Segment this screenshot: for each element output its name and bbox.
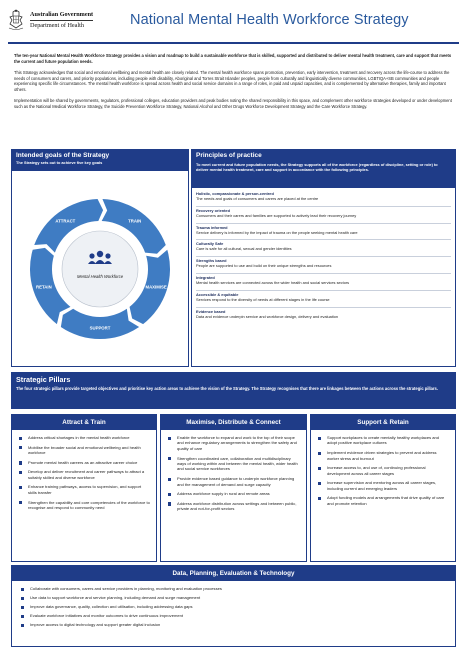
- principles-list: [192, 188, 455, 324]
- list-item: Adopt funding models and arrangements that drive quality of care and promote retention: [317, 495, 449, 506]
- list-item: Address critical shortages in the mental health workforce: [18, 435, 150, 440]
- list-item: Increase access to, and use of, continuing professional development across all career stages: [317, 465, 449, 476]
- list-item: Strengthen coordinated care, collaboration and multidisciplinary ways of working within and between the mental health, wider health and social service workforces: [167, 456, 300, 472]
- list-item: Mobilise the broader social and emotional wellbeing and health workforce: [18, 445, 150, 456]
- pillars-subheading: The four strategic pillars provide targeted objectives and prioritise key action areas to achieve the vision of the Strategy. The Strategy recognises that there are linkages between the actions across the strategic pillars.: [16, 386, 438, 392]
- list-item: Improve data governance, quality, collection and utilisation, including addressing data gaps: [20, 604, 449, 609]
- principle-item: Trauma informed Service delivery is informed by the impact of trauma on the people seeking mental health care: [196, 224, 451, 241]
- cycle-label-maximise: MAXIMISE: [145, 284, 167, 290]
- principles-heading: Principles of practice: [196, 152, 262, 159]
- intro-paragraph-3: Implementation will be shared by governments, regulators, professional colleges, education providers and peak bodies noting the shared responsibility in this space, and complement other workforce strategies developed or under development such as the National Medical Workforce Strategy, the Suicide Prevention Workforce Strategy, National Alcohol and Other Drugs Workforce Development Strategy and the Care Workforce Strategy.: [14, 98, 452, 109]
- principle-item: Evidence based Data and evidence underpin service and workforce design, delivery and evaluation: [196, 308, 339, 319]
- list-item: Support workplaces to create mentally healthy workplaces and adopt positive workplace cultures: [317, 435, 449, 446]
- pillar-title: Support & Retain: [311, 415, 455, 430]
- cycle-label-support: SUPPORT: [89, 325, 111, 331]
- pillars-heading: Strategic Pillars: [16, 375, 71, 384]
- pillar-list: [12, 430, 156, 510]
- principle-item: Recovery oriented Consumers and their carers and families are supported to actively lead their recovery journey: [196, 207, 451, 224]
- pillar-data-planning: [11, 565, 456, 647]
- list-item: Address workforce supply in rural and remote areas: [167, 491, 300, 496]
- list-item: Enhance training pathways, access to supervision, and support skills transfer: [18, 484, 150, 495]
- cycle-center-circle: [62, 231, 138, 307]
- cycle-center-label: Mental Health Workforce: [76, 274, 124, 279]
- principle-item: Strengths based People are supported to use and build on their unique strengths and resources: [196, 257, 451, 274]
- pillar-list: [161, 430, 306, 512]
- list-item: Provide evidence based guidance to underpin workforce planning and the management of demand and surge capacity: [167, 476, 300, 487]
- pillar-list: [311, 430, 455, 506]
- cycle-label-train: TRAIN: [128, 218, 142, 224]
- pillars-header: [11, 372, 456, 409]
- department-name: Department of Health: [30, 20, 93, 30]
- goals-panel: [11, 149, 189, 367]
- intro-paragraph-2: This Strategy acknowledges that social and emotional wellbeing and mental health are closely related. The mental health workforce spans promotion, prevention, early intervention, treatment and recovery across the life-course to address the needs of consumers and carers, and priority populations, including people with disability, Aboriginal and Torres Strait Islander peoples, people from culturally and linguistically diverse communities, LGBTIQA+SB communities and people experiencing specific life circumstances. The mental health workforce is spread across health and social service domains in a range of roles, in paid and unpaid capacities, and is complemented by alternative therapies, family and important others.: [14, 70, 450, 92]
- pillar-attract-train: [11, 414, 157, 562]
- list-item: Enable the workforce to expand and work to the top of their scope and enhance regulatory arrangements to strengthen the safety and quality of care: [167, 435, 300, 451]
- pillar-maximise: [160, 414, 307, 562]
- pillar-list: [12, 581, 455, 628]
- intro-text: [14, 53, 454, 115]
- cycle-segment-support: [61, 309, 139, 339]
- page-header: [0, 0, 467, 42]
- list-item: Improve access to digital technology and support greater digital inclusion: [20, 622, 449, 627]
- pillar-title: Attract & Train: [12, 415, 156, 430]
- principle-item: Integrated Mental health services are connected across the wider health and social services sectors: [196, 274, 451, 291]
- coat-of-arms-icon: [6, 8, 26, 32]
- list-item: Address workforce distribution across settings and between public, private and not-for-profit sectors: [167, 501, 300, 512]
- list-item: Strengthen the capability and core competencies of the workforce to recognise and respond to community need: [18, 500, 150, 511]
- header-divider: [8, 42, 459, 44]
- list-item: Use data to support workforce and service planning, including demand and surge management: [20, 595, 449, 600]
- list-item: Develop and deliver recruitment and career pathways to attract a suitably skilled and diverse workforce: [18, 469, 150, 480]
- list-item: Evaluate workforce initiatives and monitor outcomes to drive continuous improvement: [20, 613, 449, 618]
- list-item: Collaborate with consumers, carers and service providers in planning, monitoring and evaluation processes: [20, 586, 449, 591]
- government-logo: [6, 7, 118, 33]
- principle-item: Culturally Safe Care is safe for all cultural, sexual and gender identities: [196, 240, 451, 257]
- goals-subheading: The Strategy sets out to achieve five key goals: [16, 160, 103, 166]
- intro-paragraph-1: The ten-year National Mental Health Workforce Strategy provides a vision and roadmap to build a sustainable workforce that is skilled, supported and distributed to deliver mental health treatment, care and support that meets the current and future population needs.: [14, 53, 452, 64]
- list-item: Increase supervision and mentoring across all career stages, including current and emerging leaders: [317, 480, 449, 491]
- goals-cycle-diagram: [14, 174, 186, 364]
- page-title: National Mental Health Workforce Strategy: [130, 12, 409, 28]
- cycle-label-retain: RETAIN: [36, 284, 52, 290]
- list-item: Implement evidence driven strategies to prevent and address worker stress and burnout: [317, 450, 449, 461]
- cycle-label-attract: ATTRACT: [55, 218, 76, 224]
- principles-subheading: To meet current and future population needs, the Strategy supports all of the workforce (regardless of discipline, setting or role) to deliver mental health treatment, care and support in accordance with the following principles.: [196, 162, 438, 173]
- goals-heading: Intended goals of the Strategy: [16, 152, 110, 159]
- pillar-title: Maximise, Distribute & Connect: [161, 415, 306, 430]
- principles-panel: [191, 149, 456, 367]
- pillar-support-retain: [310, 414, 456, 562]
- principle-item: Accessible & equitable Services respond to the diversity of needs at different stages in the life course: [196, 291, 451, 308]
- pillar-title: Data, Planning, Evaluation & Technology: [12, 566, 455, 581]
- government-name: Australian Government: [30, 10, 94, 18]
- principle-item: Holistic, compassionate & person-centred The needs and goals of consumers and carers are placed at the centre: [196, 190, 451, 207]
- list-item: Promote mental health careers as an attractive career choice: [18, 460, 150, 465]
